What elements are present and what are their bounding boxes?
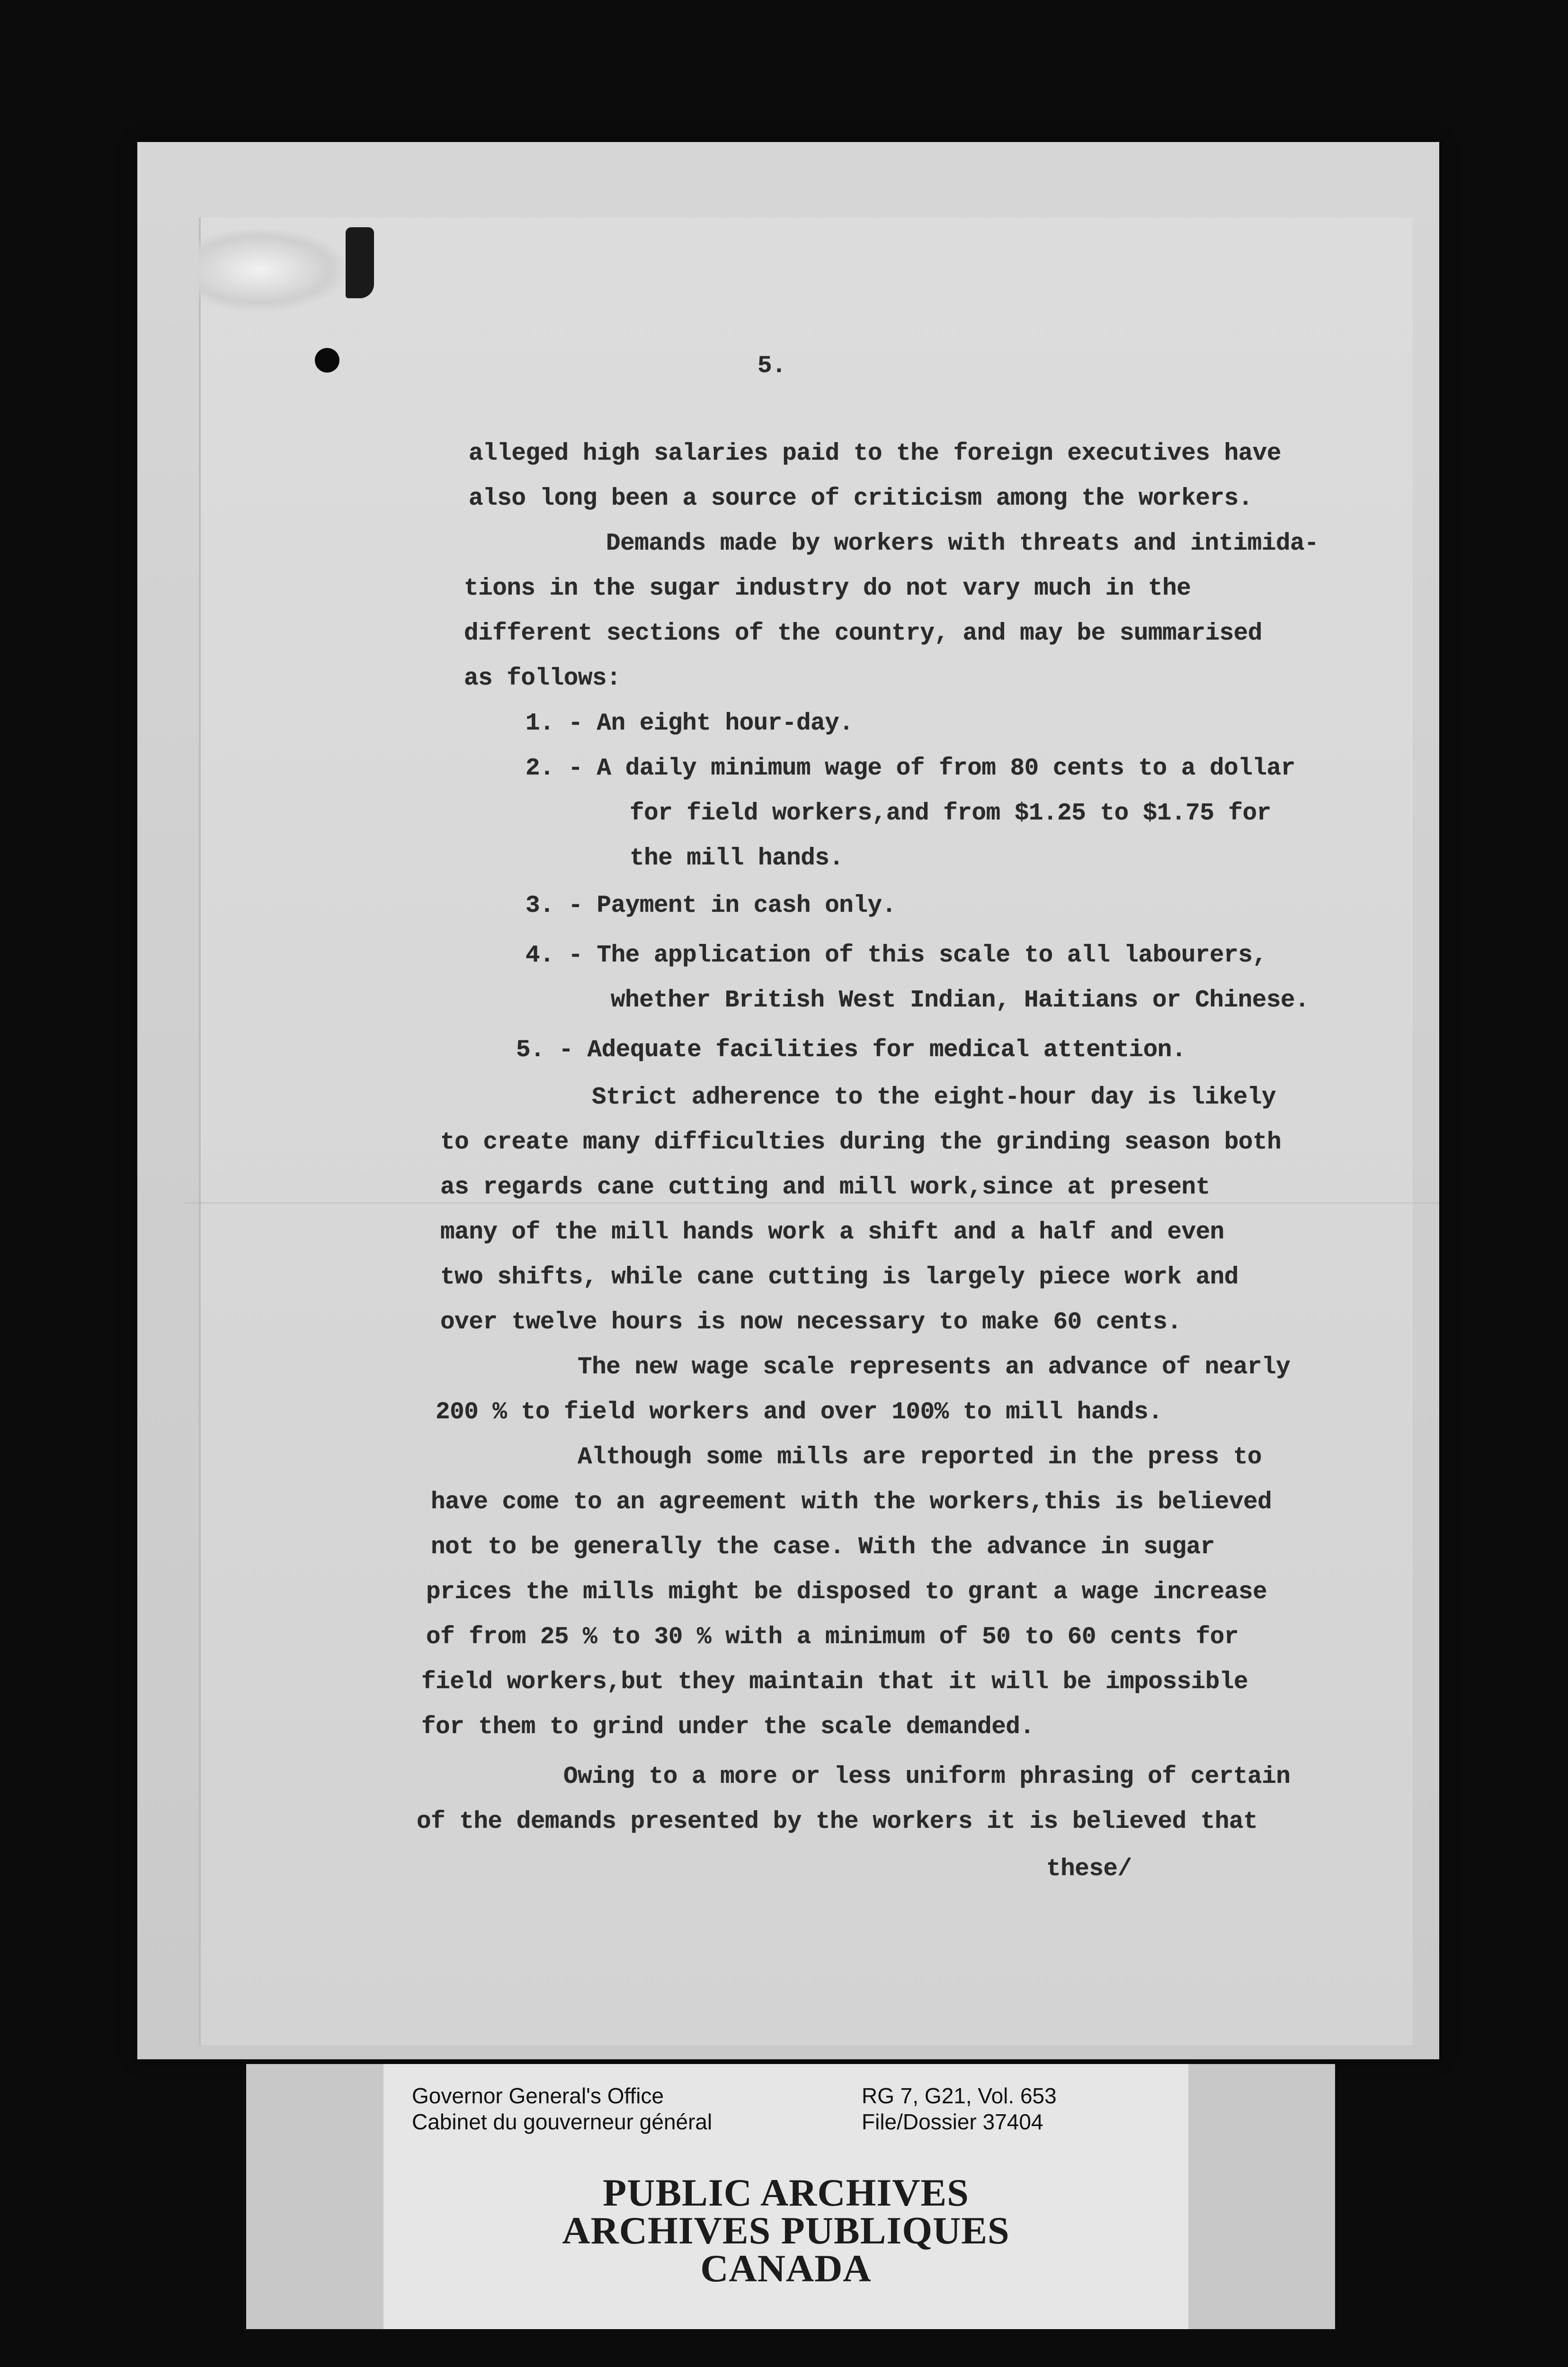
text-line: Although some mills are reported in the press to (578, 1444, 1262, 1471)
stamp-line-2: ARCHIVES PUBLIQUES (562, 2209, 1010, 2252)
text-line: for field workers,and from $1.25 to $1.75 for (630, 800, 1271, 827)
text-line: to create many difficulties during the grinding season both (440, 1129, 1282, 1156)
text-line: Owing to a more or less uniform phrasing of certain (563, 1763, 1291, 1790)
catchword: these/ (1046, 1856, 1132, 1883)
text-line: of from 25 % to 30 % with a minimum of 50 to 60 cents for (426, 1624, 1238, 1651)
text-line: not to be generally the case. With the advance in sugar (431, 1534, 1215, 1561)
text-line: different sections of the country, and may be summarised (464, 620, 1262, 647)
list-item: 4. - The application of this scale to all labourers, (526, 942, 1267, 969)
stamp-line-3: CANADA (700, 2247, 872, 2290)
text-line: two shifts, while cane cutting is largely piece work and (440, 1264, 1238, 1291)
archive-label (246, 2064, 1335, 2329)
text-line: of the demands presented by the workers it is believed that (417, 1808, 1258, 1835)
text-line: for them to grind under the scale demanded. (421, 1714, 1034, 1741)
list-item: 3. - Payment in cash only. (526, 892, 896, 919)
text-line: tions in the sugar industry do not vary much in the (464, 575, 1191, 602)
office-en: Governor General's Office (412, 2083, 664, 2108)
text-line: have come to an agreement with the workers,this is believed (431, 1489, 1272, 1516)
text-line: also long been a source of criticism among the workers. (469, 485, 1253, 512)
text-line: as follows: (464, 665, 621, 692)
document-page (137, 142, 1439, 2059)
text-line: whether British West Indian, Haitians or Chinese. (611, 987, 1310, 1014)
text-line: 200 % to field workers and over 100% to mill hands. (436, 1399, 1163, 1426)
list-item: 2. - A daily minimum wage of from 80 cents to a dollar (526, 755, 1295, 782)
text-line: Demands made by workers with threats and intimida- (606, 530, 1319, 557)
stamp-line-1: PUBLIC ARCHIVES (603, 2171, 969, 2214)
text-line: over twelve hours is now necessary to make 60 cents. (440, 1309, 1182, 1336)
typed-text (137, 142, 1439, 2059)
page-number: 5. (757, 353, 786, 380)
text-line: prices the mills might be disposed to grant a wage increase (426, 1579, 1267, 1606)
text-line: The new wage scale represents an advance of nearly (578, 1354, 1291, 1381)
text-line: Strict adherence to the eight-hour day is likely (592, 1084, 1276, 1111)
list-item: 5. - Adequate facilities for medical attention. (516, 1037, 1186, 1064)
label-card (383, 2064, 1188, 2329)
text-line: many of the mill hands work a shift and a half and even (440, 1219, 1224, 1246)
text-line: alleged high salaries paid to the foreign executives have (469, 440, 1281, 467)
text-line: field workers,but they maintain that it will be impossible (421, 1669, 1248, 1696)
text-line: as regards cane cutting and mill work,since at present (440, 1174, 1210, 1201)
archive-reference: RG 7, G21, Vol. 653 (862, 2083, 1057, 2108)
office-fr: Cabinet du gouverneur général (412, 2109, 713, 2134)
text-line: the mill hands. (630, 845, 844, 872)
list-item: 1. - An eight hour-day. (526, 710, 854, 737)
file-number: File/Dossier 37404 (862, 2109, 1043, 2134)
